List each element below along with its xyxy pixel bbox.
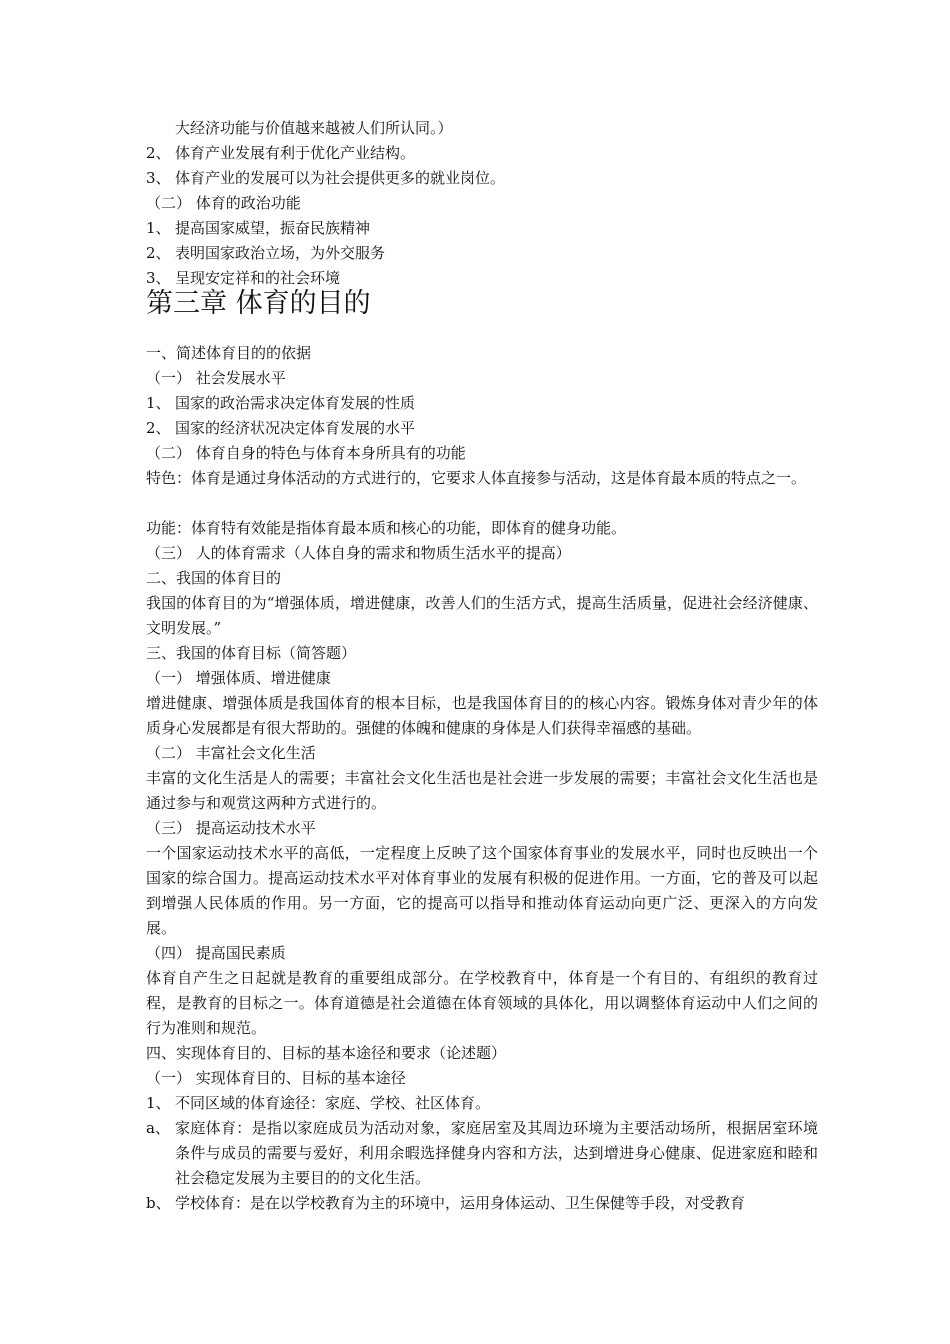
numbered-item: 2、 表明国家政治立场，为外交服务 — [146, 244, 386, 262]
section-heading: 一、简述体育目的的依据 — [146, 344, 312, 362]
numbered-item: 2、 体育产业发展有利于优化产业结构。 — [146, 144, 416, 162]
numbered-item: 1、 国家的政治需求决定体育发展的性质 — [146, 394, 416, 412]
subsection-heading: （二） 体育的政治功能 — [146, 194, 301, 212]
subsection-heading: （一） 社会发展水平 — [146, 369, 286, 387]
numbered-item: 3、 呈现安定祥和的社会环境 — [146, 269, 341, 287]
numbered-item: 2、 国家的经济状况决定体育发展的水平 — [146, 419, 416, 437]
subsection-heading: （二） 丰富社会文化生活 — [146, 744, 316, 762]
paragraph: 增进健康、增强体质是我国体育的根本目标，也是我国体育目的的核心内容。锻炼身体对青少年的体质身心发展都是有很大帮助的。强健的体魄和健康的身体是人们获得幸福感的基础。 — [146, 694, 818, 737]
lettered-item: b、 学校体育：是在以学校教育为主的环境中，运用身体运动、卫生保健等手段，对受教育 — [146, 1194, 746, 1212]
subsection-heading: （一） 实现体育目的、目标的基本途径 — [146, 1069, 406, 1087]
section-heading: 四、实现体育目的、目标的基本途径和要求（论述题） — [146, 1044, 507, 1062]
subsection-heading: （一） 增强体质、增进健康 — [146, 669, 331, 687]
paragraph: 丰富的文化生活是人的需要；丰富社会文化生活也是社会进一步发展的需要；丰富社会文化生活也是通过参与和观赏这两种方式进行的。 — [146, 769, 818, 812]
subsection-heading: （二） 体育自身的特色与体育本身所具有的功能 — [146, 444, 466, 462]
subsection-heading: （三） 人的体育需求（人体自身的需求和物质生活水平的提高） — [146, 544, 571, 562]
text-line: 功能：体育特有效能是指体育最本质和核心的功能，即体育的健身功能。 — [146, 519, 627, 537]
paragraph: 我国的体育目的为“增强体质，增进健康，改善人们的生活方式，提高生活质量，促进社会经济健康、文明发展。” — [146, 594, 818, 637]
numbered-item: 3、 体育产业的发展可以为社会提供更多的就业岗位。 — [146, 169, 506, 187]
lettered-item: a、 家庭体育：是指以家庭成员为活动对象，家庭居室及其周边环境为主要活动场所，根据居室环境条件与成员的需要与爱好，利用余暇选择健身内容和方法，达到增进身心健康、促进家庭和睦和社会稳定发展为主要目的的文化生活。 — [146, 1119, 818, 1187]
paragraph: 一个国家运动技术水平的高低，一定程度上反映了这个国家体育事业的发展水平，同时也反映出一个国家的综合国力。提高运动技术水平对体育事业的发展有积极的促进作用。一方面，它的普及可以起到增强人民体质的作用。另一方面，它的提高可以指导和推动体育运动向更广泛、更深入的方向发展。 — [146, 844, 818, 937]
text-line: 大经济功能与价值越来越被人们所认同。） — [175, 119, 453, 137]
paragraph: 体育自产生之日起就是教育的重要组成部分。在学校教育中，体育是一个有目的、有组织的教育过程，是教育的目标之一。体育道德是社会道德在体育领域的具体化，用以调整体育运动中人们之间的行为准则和规范。 — [146, 969, 818, 1037]
paragraph: 特色：体育是通过身体活动的方式进行的，它要求人体直接参与活动，这是体育最本质的特点之一。 — [146, 469, 807, 487]
section-heading: 三、我国的体育目标（简答题） — [146, 644, 357, 662]
chapter-title: 第三章 体育的目的 — [146, 288, 371, 319]
subsection-heading: （三） 提高运动技术水平 — [146, 819, 316, 837]
section-heading: 二、我国的体育目的 — [146, 569, 282, 587]
subsection-heading: （四） 提高国民素质 — [146, 944, 286, 962]
numbered-item: 1、 提高国家威望，振奋民族精神 — [146, 219, 371, 237]
numbered-item: 1、 不同区域的体育途径：家庭、学校、社区体育。 — [146, 1094, 491, 1112]
